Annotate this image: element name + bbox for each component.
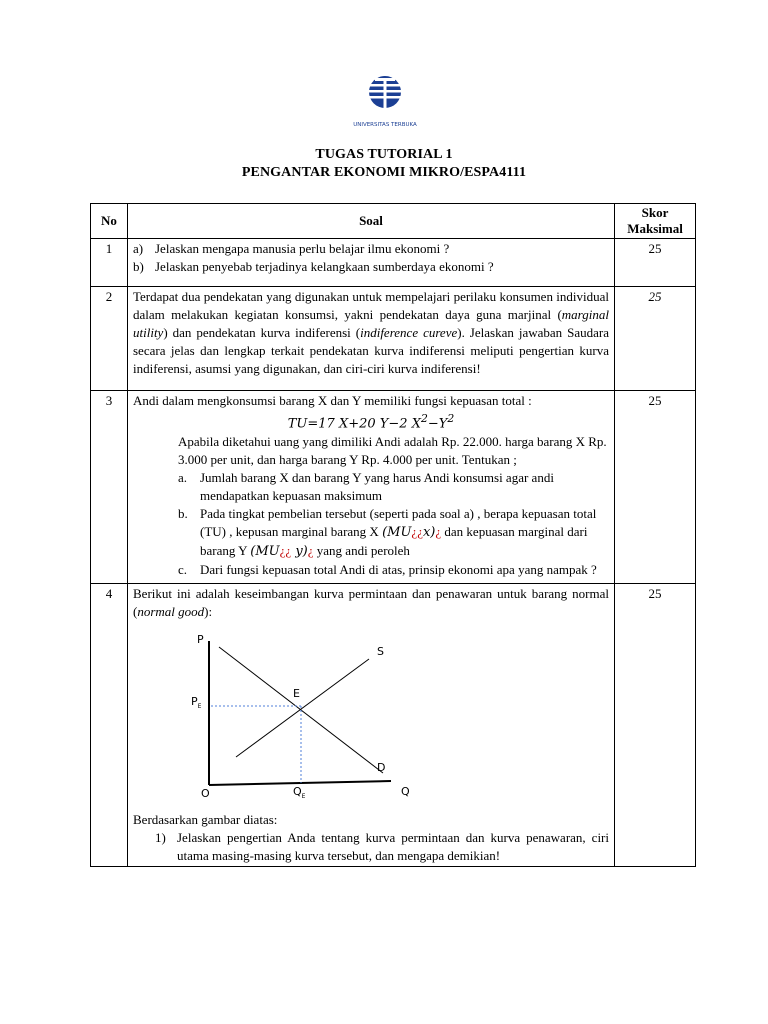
supply-demand-graph <box>181 633 441 803</box>
question-number: 1 <box>91 239 128 287</box>
utility-equation: TU=17 X+20 Y−2 $X^2-Y^2$ <box>287 412 455 432</box>
question-number: 2 <box>91 287 128 391</box>
header-soal: Soal <box>128 204 615 239</box>
list-item: a) Jelaskan mengapa manusia perlu belajar ilmu ekonomi ? <box>133 241 450 256</box>
question-row-1 <box>91 239 696 287</box>
list-item: c. Dari fungsi kepuasan total Andi di atas, prinsip ekonomi apa yang nampak ? <box>178 562 597 578</box>
question-context: Apabila diketahui uang yang dimiliki Andi adalah Rp. 22.000. harga barang X Rp. 3.000 per unit, dan harga barang Y Rp. 4.000 per unit. Tentukan ; <box>178 434 607 468</box>
page-subtitle: PENGANTAR EKONOMI MIKRO/ESPA4111 <box>241 165 527 180</box>
question-number: 4 <box>91 584 128 867</box>
table-header-row <box>91 204 696 239</box>
demand-label: D <box>377 761 386 775</box>
list-item: a. Jumlah barang X dan barang Y yang harus Andi konsumsi agar andi mendapatkan kepuasan maksimum <box>178 470 554 504</box>
score: 25 <box>615 239 696 287</box>
assignment-table <box>90 203 696 867</box>
question-number: 3 <box>91 391 128 584</box>
y-axis-label: P <box>197 633 204 647</box>
header-score: Skor Maksimal <box>615 204 696 239</box>
list-item: 1) Jelaskan pengertian Anda tentang kurva permintaan dan kurva penawaran, ciri utama masing-masing kurva tersebut, dan mengapa demikian! <box>155 830 609 864</box>
x-axis-label: Q <box>401 785 410 799</box>
header-no: No <box>91 204 128 239</box>
question-row-2 <box>91 287 696 391</box>
score: 25 <box>615 287 696 391</box>
question-row-3 <box>91 391 696 584</box>
supply-curve <box>236 659 369 757</box>
qe-label: $Q_E$ <box>293 785 306 801</box>
supply-label: S <box>377 645 384 659</box>
page-title: TUGAS TUTORIAL 1 <box>315 147 453 162</box>
score: 25 <box>615 391 696 584</box>
pe-label: $P_E$ <box>191 695 202 711</box>
university-name: UNIVERSITAS TERBUKA <box>353 122 417 128</box>
university-logo <box>345 70 425 130</box>
question-text: Terdapat dua pendekatan yang digunakan untuk mempelajari perilaku konsumen individual dalam melakukan kegiatan konsumsi, yakni pendekatan daya guna marjinal (marginal utility) dan pendekatan kurva indiferensi (indiference cureve). Jelaskan jawaban Saudara secara jelas dan lengkap terkait pendekatan kurva indiferensi meliputi pengertian kurva indiferensi, asumsi yang digunakan, dan ciri-ciri kurva indiferensi! <box>128 287 615 391</box>
question-text: Berikut ini adalah keseimbangan kurva permintaan dan penawaran untuk barang normal (normal good): P S E $P_E$ D O $Q_E$ Q Berdasarkan gambar diatas: 1) Jelaskan pengertian Anda tentang kurva permintaan dan kurva penawaran, ciri utama masing-masing kurva tersebut, dan mengapa demikian! <box>128 584 615 867</box>
list-item: b) Jelaskan penyebab terjadinya kelangkaan sumberdaya ekonomi ? <box>133 259 494 274</box>
question-followup: Berdasarkan gambar diatas: <box>133 812 278 828</box>
list-item: b. Pada tingkat pembelian tersebut (seperti pada soal a) , berapa kepuasan total (TU) , kepusan marginal barang X (MU¿¿x)¿ dan kepuasan marginal dari barang Y (MU¿¿ y)¿ yang andi peroleh <box>178 506 597 560</box>
score: 25 <box>615 584 696 867</box>
origin-label: O <box>201 787 210 801</box>
question-row-4 <box>91 584 696 867</box>
question-intro: Andi dalam mengkonsumsi barang X dan Y memiliki fungsi kepuasan total : <box>133 393 532 408</box>
question-text <box>128 239 615 287</box>
question-text <box>128 391 615 584</box>
equilibrium-label: E <box>293 687 300 701</box>
